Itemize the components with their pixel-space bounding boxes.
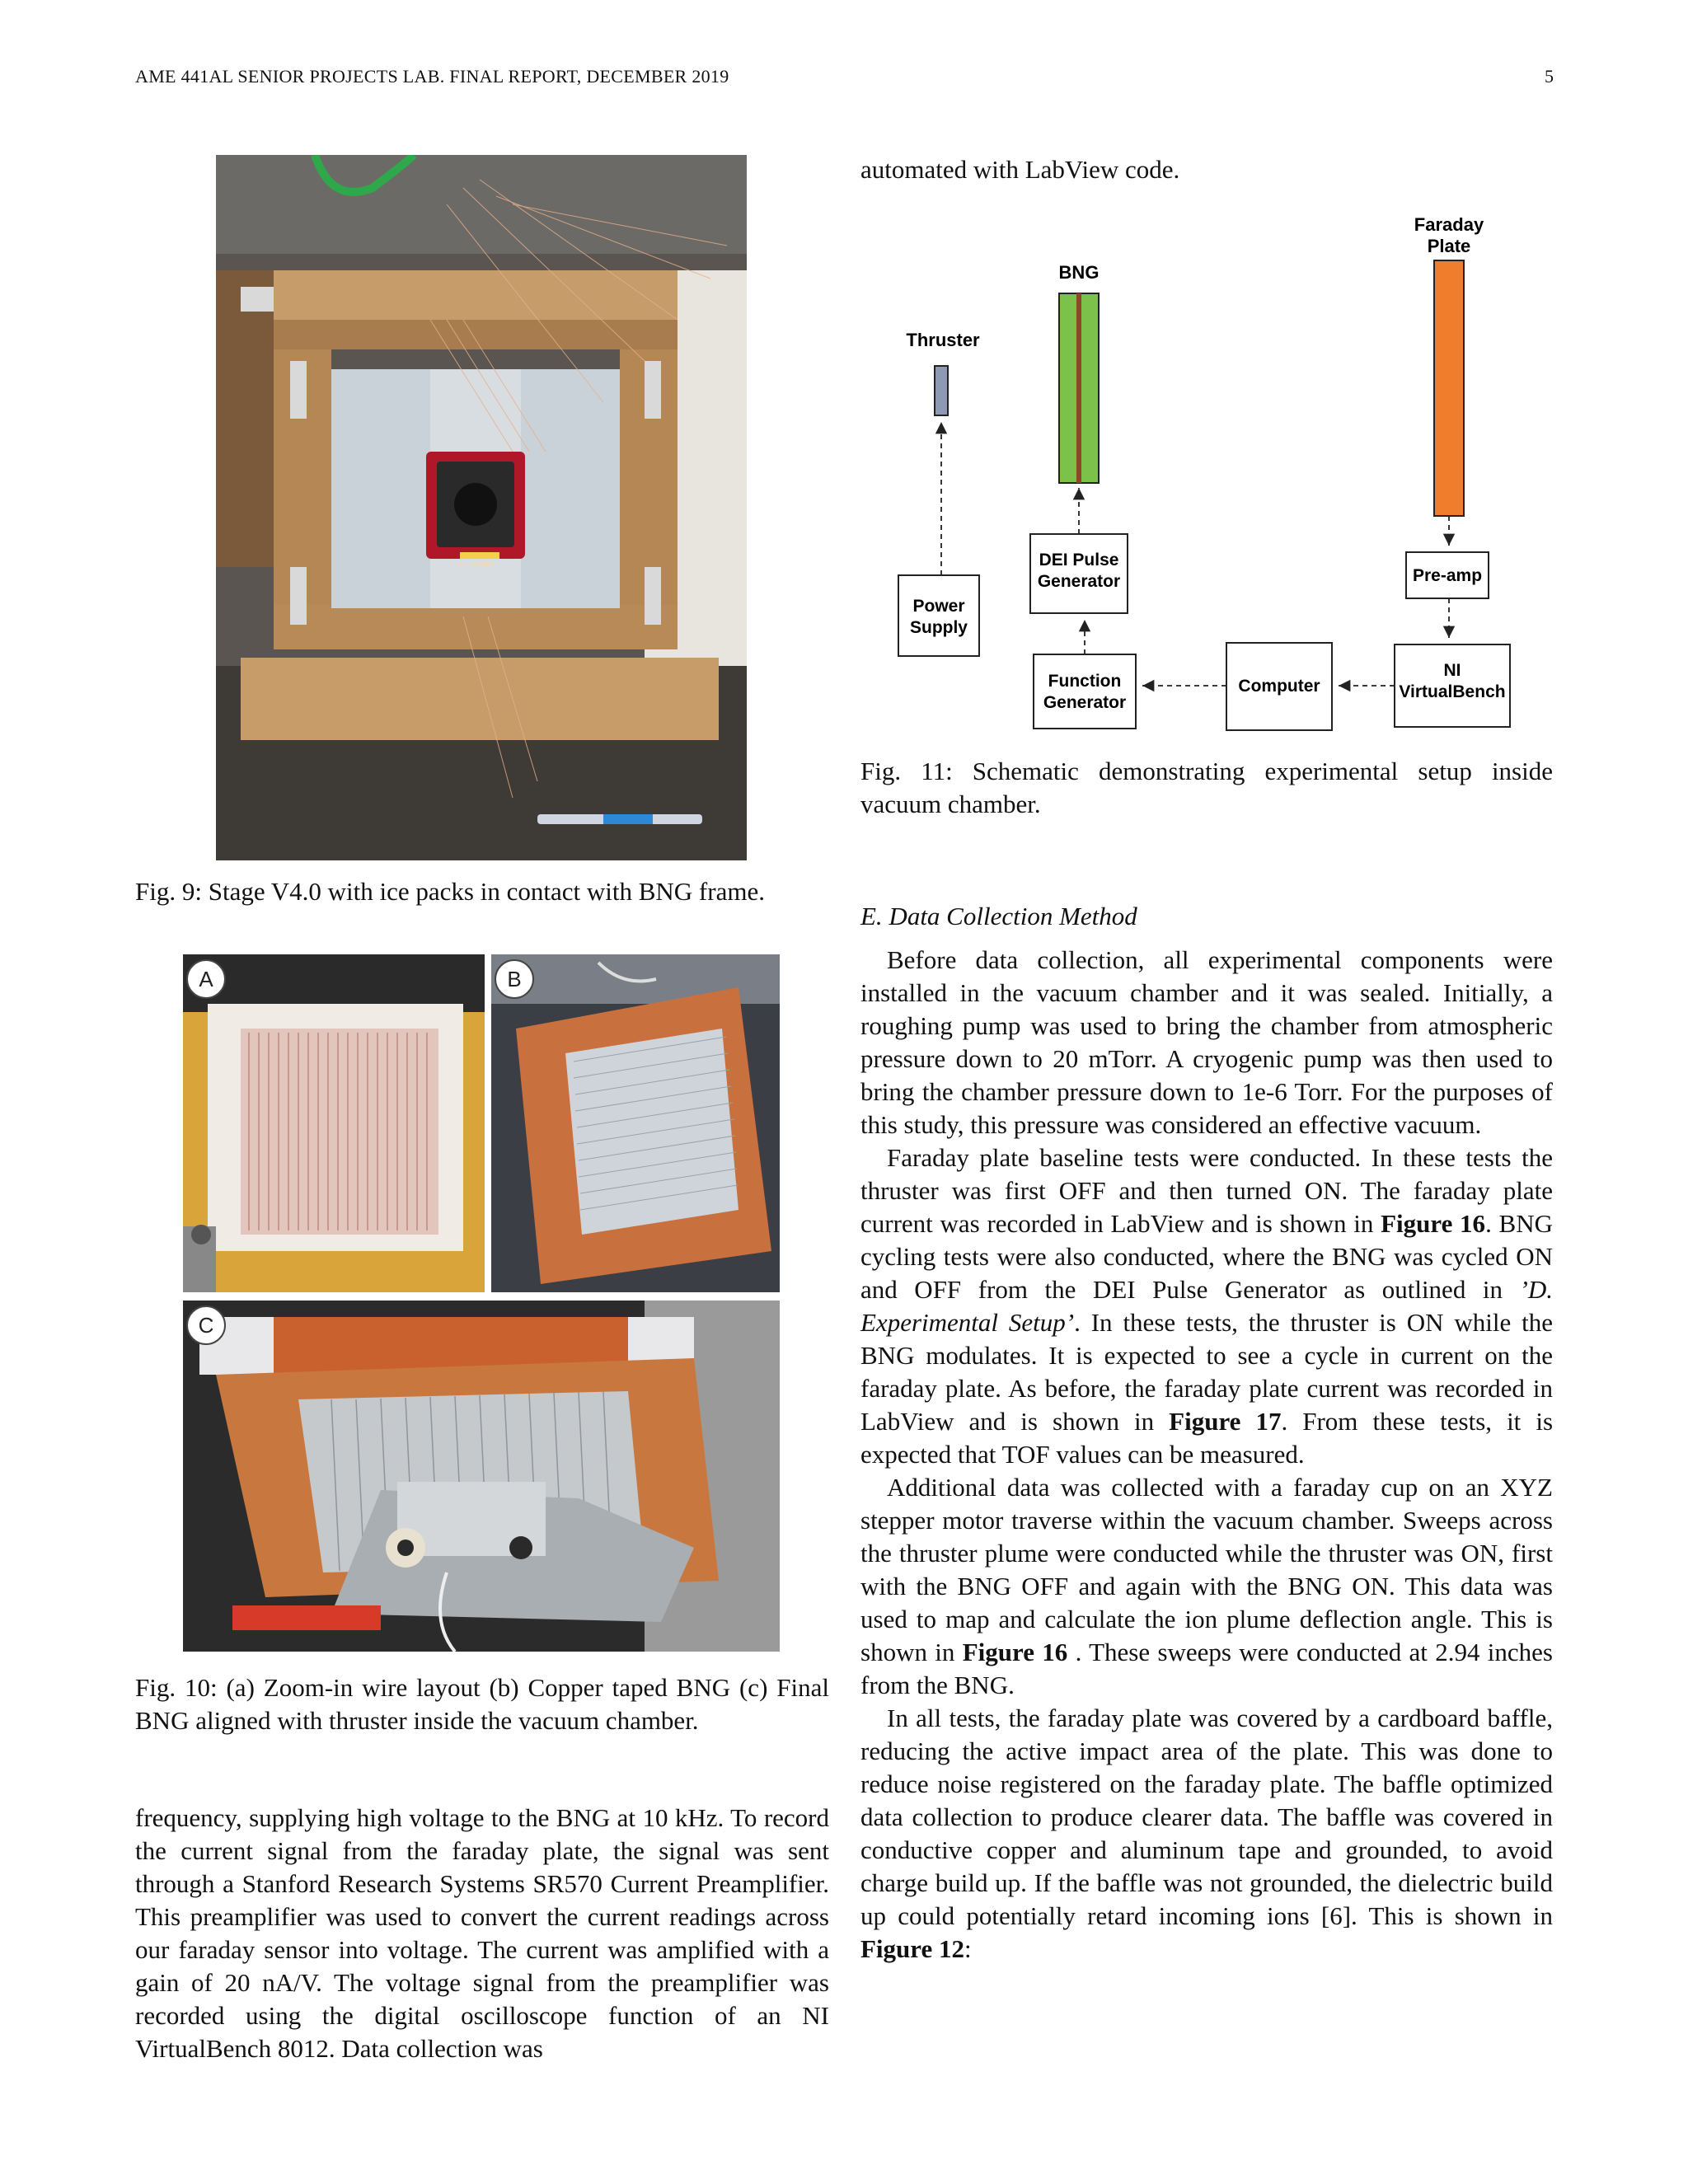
function-generator-box [1034, 654, 1136, 729]
fig9-caption: Fig. 9: Stage V4.0 with ice packs in contact with BNG frame. [135, 877, 765, 906]
section-heading: E. Data Collection Method [860, 902, 1137, 930]
computer-label: Computer [1238, 677, 1320, 696]
figure-16-ref[interactable]: Figure 16 [1381, 1209, 1486, 1238]
fig11-svg [890, 206, 1517, 742]
fig9-photo [216, 155, 747, 860]
power-supply-box [898, 575, 979, 656]
dei-label-1: DEI Pulse [1039, 551, 1119, 569]
fig9-photo-text: KENMORE [457, 560, 495, 569]
dei-label-2: Generator [1037, 572, 1121, 591]
function-generator-label-2: Generator [1043, 693, 1127, 712]
section-ref: ’D. Experimental Setup’ [860, 1275, 1553, 1337]
fig11-diagram [890, 206, 1517, 742]
ni-label-2: VirtualBench [1399, 682, 1506, 701]
figure-12-ref[interactable]: Figure 12 [860, 1934, 964, 1963]
fig11-caption: Fig. 11: Schematic demonstrating experimental setup inside vacuum chamber. [860, 757, 1553, 818]
fig10-photo-b-illustration [491, 954, 780, 1292]
fig10-photo-b [491, 954, 780, 1292]
figure-16-ref-2[interactable]: Figure 16 [962, 1638, 1068, 1666]
bng-label: BNG [1058, 262, 1100, 283]
running-header: AME 441AL SENIOR PROJECTS LAB. FINAL REPORT, DECEMBER 2019 [135, 66, 729, 87]
bng-stripe [1076, 293, 1081, 483]
faraday-plate-label-1: Faraday [1414, 214, 1484, 235]
power-supply-label-2: Supply [909, 618, 968, 637]
preamp-label: Pre-amp [1412, 566, 1483, 585]
paragraph-1: Before data collection, all experimental components were installed in the vacuum chamber and it was sealed. Initially, a roughing pump was used to bring the chamber from atmospheric pressure down to 20 mTorr. A cryogenic pump was then used to bring the chamber pressure down to 1e-6 Torr. For the purposes of this study, this pressure was considered an effective vacuum. [860, 945, 1553, 1139]
ni-label-1: NI [1443, 661, 1461, 680]
paragraph-4: In all tests, the faraday plate was covered by a cardboard baffle, reducing the active impact area of the plate. This was done to reduce noise registered on the faraday plate. The baffle optimized data collection to produce clearer data. The baffle was covered in conductive copper and aluminum tape and grounded, to avoid charge build up. If the baffle was not grounded, the dielectric build up could potentially retard incoming ions [6]. This is shown in Figure 12: [860, 1704, 1553, 1963]
fig10-photo-a [183, 954, 485, 1292]
figure-17-ref[interactable]: Figure 17 [1169, 1407, 1282, 1436]
fig10-photo-c [183, 1301, 780, 1652]
fig9-photo-illustration [216, 155, 747, 860]
page-number: 5 [1545, 66, 1554, 87]
faraday-plate-bar [1434, 260, 1464, 516]
fig10-caption: Fig. 10: (a) Zoom-in wire layout (b) Copper taped BNG (c) Final BNG aligned with thruster inside the vacuum chamber. [135, 1673, 829, 1735]
left-column-paragraph: frequency, supplying high voltage to the BNG at 10 kHz. To record the current signal from the faraday plate, the signal was sent through a Stanford Research Systems SR570 Current Preamplifier. This preamplifier was used to convert the current readings across our faraday sensor into voltage. The current was amplified with a gain of 20 nA/V. The voltage signal from the preamplifier was recorded using the digital oscilloscope function of an NI VirtualBench 8012. Data collection was [135, 1803, 829, 2063]
thruster-bar [935, 366, 948, 415]
fig10-label-a: A [186, 959, 226, 999]
function-generator-label-1: Function [1048, 672, 1122, 691]
fig10-photo-a-illustration [183, 954, 485, 1292]
right-column-body [860, 944, 1553, 1966]
fig10-label-c: C [186, 1305, 226, 1345]
power-supply-label-1: Power [912, 597, 965, 616]
right-column-intro: automated with LabView code. [860, 155, 1180, 184]
paragraph-2: Faraday plate baseline tests were conducted. In these tests the thruster was first OFF and then turned ON. The faraday plate current was recorded in LabView and is shown in Figure 16. BNG cycling tests were also conducted, where the BNG was cycled ON and OFF from the DEI Pulse Generator as outlined in ’D. Experimental Setup’. In these tests, the thruster is ON while the BNG modulates. It is expected to see a cycle in current on the faraday plate. As before, the faraday plate current was recorded in LabView and is shown in Figure 17. From these tests, it is expected that TOF values can be measured. [860, 1143, 1554, 1469]
fig10-photo-c-illustration [183, 1301, 780, 1652]
thruster-label: Thruster [906, 330, 980, 350]
paragraph-3: Additional data was collected with a faraday cup on an XYZ stepper motor traverse within the vacuum chamber. Sweeps across the thruster plume were conducted while the thruster was ON, first with the BNG OFF and again with the BNG ON. This data was used to map and calculate the ion plume deflection angle. This is shown in Figure 16 . These sweeps were conducted at 2.94 inches from the BNG. [860, 1473, 1553, 1699]
fig10-label-b: B [495, 959, 534, 999]
faraday-plate-label-2: Plate [1427, 236, 1471, 256]
